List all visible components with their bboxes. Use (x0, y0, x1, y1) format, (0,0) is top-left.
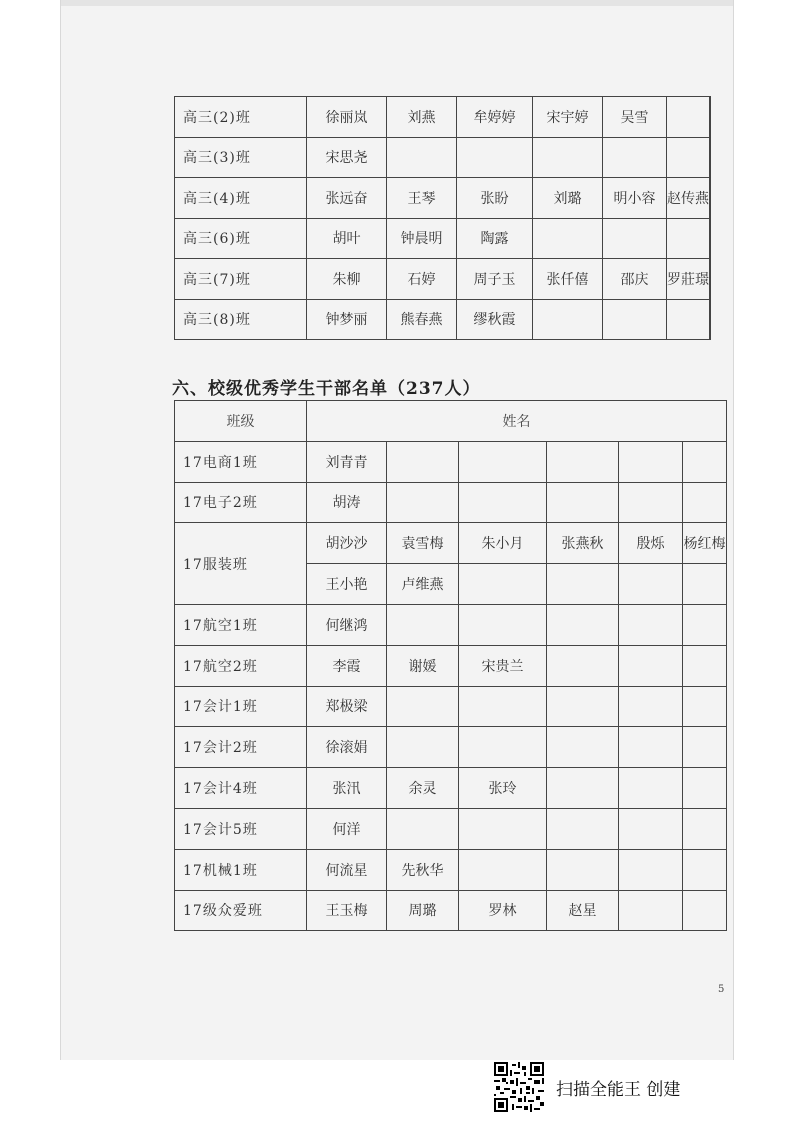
name-cell: 王琴 (387, 178, 457, 219)
page-top-edge (61, 0, 733, 6)
name-cell: 朱柳 (307, 259, 387, 300)
name-cell (459, 808, 547, 849)
name-cell: 牟婷婷 (457, 97, 533, 138)
name-cell: 刘璐 (533, 178, 603, 219)
name-cell: 张燕秋 (547, 523, 619, 564)
name-cell (533, 137, 603, 178)
name-cell (683, 564, 727, 605)
table-row (175, 768, 727, 809)
class-cell: 高三(2)班 (175, 97, 307, 138)
table-row (175, 523, 727, 564)
name-cell (619, 645, 683, 686)
name-cell (547, 441, 619, 482)
name-cell: 何洋 (307, 808, 387, 849)
name-cell: 胡涛 (307, 482, 387, 523)
name-cell (387, 727, 459, 768)
name-cell (459, 564, 547, 605)
name-cell (547, 604, 619, 645)
table-row (175, 645, 727, 686)
name-cell: 明小容 (603, 178, 667, 219)
name-cell (683, 686, 727, 727)
name-cell: 胡沙沙 (307, 523, 387, 564)
name-cell: 张玲 (459, 768, 547, 809)
empty-cell (710, 97, 711, 138)
name-cell: 吴雪 (603, 97, 667, 138)
name-cell (459, 727, 547, 768)
class-cell: 17会计4班 (175, 768, 307, 809)
name-cell: 郑极梁 (307, 686, 387, 727)
name-cell: 余灵 (387, 768, 459, 809)
name-cell: 卢维燕 (387, 564, 459, 605)
header-class: 班级 (175, 401, 307, 442)
name-cell (387, 808, 459, 849)
class-cell: 高三(4)班 (175, 178, 307, 219)
name-cell (387, 441, 459, 482)
class-cell: 高三(8)班 (175, 299, 307, 340)
name-cell: 先秋华 (387, 849, 459, 890)
qr-code-icon (494, 1062, 544, 1112)
name-cell (619, 849, 683, 890)
name-cell: 周璐 (387, 890, 459, 931)
class-cell: 17航空2班 (175, 645, 307, 686)
name-cell: 袁雪梅 (387, 523, 459, 564)
class-cell: 17电商1班 (175, 441, 307, 482)
name-cell: 徐滚娟 (307, 727, 387, 768)
name-cell (619, 686, 683, 727)
name-cell (547, 727, 619, 768)
class-cell: 高三(7)班 (175, 259, 307, 300)
name-cell: 熊春燕 (387, 299, 457, 340)
table-row (175, 808, 727, 849)
class-cell: 17航空1班 (175, 604, 307, 645)
name-cell (459, 604, 547, 645)
name-cell (387, 482, 459, 523)
table-row (175, 890, 727, 931)
name-cell: 朱小月 (459, 523, 547, 564)
name-cell: 王小艳 (307, 564, 387, 605)
table-row (175, 441, 727, 482)
name-cell (667, 299, 710, 340)
name-cell (619, 768, 683, 809)
class-cell: 17级众爱班 (175, 890, 307, 931)
name-cell (547, 768, 619, 809)
name-cell (619, 604, 683, 645)
name-cell (683, 645, 727, 686)
name-cell (387, 137, 457, 178)
name-cell (667, 97, 710, 138)
name-cell (683, 768, 727, 809)
name-cell: 张盼 (457, 178, 533, 219)
page-number: 5 (718, 984, 725, 995)
table-row (175, 218, 711, 259)
name-cell: 罗莊璟 (667, 259, 710, 300)
name-cell: 刘燕 (387, 97, 457, 138)
table-row (175, 299, 711, 340)
name-cell (547, 645, 619, 686)
name-cell: 宋思尧 (307, 137, 387, 178)
table-row (175, 259, 711, 300)
name-cell: 邵庆 (603, 259, 667, 300)
name-cell: 钟梦丽 (307, 299, 387, 340)
name-cell: 何流星 (307, 849, 387, 890)
name-cell (619, 564, 683, 605)
name-cell: 宋贵兰 (459, 645, 547, 686)
name-cell (683, 604, 727, 645)
scanner-watermark-text: 扫描全能王 创建 (556, 1080, 681, 1100)
name-cell (457, 137, 533, 178)
name-cell: 张远奋 (307, 178, 387, 219)
name-cell (619, 890, 683, 931)
name-cell (619, 441, 683, 482)
name-cell (547, 849, 619, 890)
name-cell (547, 564, 619, 605)
name-cell (667, 218, 710, 259)
name-cell (459, 849, 547, 890)
empty-cell (710, 218, 711, 259)
empty-cell (710, 299, 711, 340)
table-row (175, 727, 727, 768)
class-cell: 高三(3)班 (175, 137, 307, 178)
table-row (175, 849, 727, 890)
name-cell: 杨红梅 (683, 523, 727, 564)
name-cell: 谢媛 (387, 645, 459, 686)
class-cell: 17机械1班 (175, 849, 307, 890)
name-cell (683, 890, 727, 931)
table-row (175, 178, 711, 219)
name-cell (533, 299, 603, 340)
table-row (175, 482, 727, 523)
name-cell (387, 686, 459, 727)
name-cell: 胡叶 (307, 218, 387, 259)
name-cell (603, 218, 667, 259)
scanner-footer (494, 1062, 734, 1114)
name-cell: 宋宇婷 (533, 97, 603, 138)
name-cell (683, 441, 727, 482)
name-cell (547, 686, 619, 727)
empty-cell (710, 178, 711, 219)
class-cell: 17会计1班 (175, 686, 307, 727)
empty-cell (710, 137, 711, 178)
name-cell (603, 299, 667, 340)
name-cell: 张仟僖 (533, 259, 603, 300)
student-cadre-table (174, 400, 727, 931)
name-cell (619, 482, 683, 523)
name-cell (547, 808, 619, 849)
name-cell (603, 137, 667, 178)
table-row (175, 137, 711, 178)
name-cell (619, 727, 683, 768)
name-cell (459, 441, 547, 482)
name-cell (683, 727, 727, 768)
name-cell: 张汛 (307, 768, 387, 809)
name-cell (619, 808, 683, 849)
top-name-table (174, 96, 711, 340)
name-cell (459, 482, 547, 523)
name-cell (547, 482, 619, 523)
section-title: 六、校级优秀学生干部名单（237人） (172, 379, 481, 399)
name-cell (459, 686, 547, 727)
name-cell (387, 604, 459, 645)
name-cell: 刘青青 (307, 441, 387, 482)
name-cell: 缪秋霞 (457, 299, 533, 340)
table-header-row (175, 401, 727, 442)
name-cell: 罗林 (459, 890, 547, 931)
table-row (175, 604, 727, 645)
empty-cell (710, 259, 711, 300)
class-cell: 17电子2班 (175, 482, 307, 523)
name-cell: 李霞 (307, 645, 387, 686)
name-cell: 石婷 (387, 259, 457, 300)
table-row (175, 97, 711, 138)
name-cell: 赵星 (547, 890, 619, 931)
name-cell (683, 849, 727, 890)
class-cell: 17会计2班 (175, 727, 307, 768)
name-cell: 赵传燕 (667, 178, 710, 219)
name-cell (683, 808, 727, 849)
name-cell: 徐丽岚 (307, 97, 387, 138)
name-cell (533, 218, 603, 259)
name-cell: 殷烁 (619, 523, 683, 564)
name-cell: 周子玉 (457, 259, 533, 300)
name-cell (667, 137, 710, 178)
name-cell (683, 482, 727, 523)
name-cell: 钟晨明 (387, 218, 457, 259)
name-cell: 何继鸿 (307, 604, 387, 645)
table-row (175, 686, 727, 727)
name-cell: 陶露 (457, 218, 533, 259)
class-cell: 17服装班 (175, 523, 307, 605)
class-cell: 17会计5班 (175, 808, 307, 849)
class-cell: 高三(6)班 (175, 218, 307, 259)
header-names: 姓名 (307, 401, 727, 442)
name-cell: 王玉梅 (307, 890, 387, 931)
